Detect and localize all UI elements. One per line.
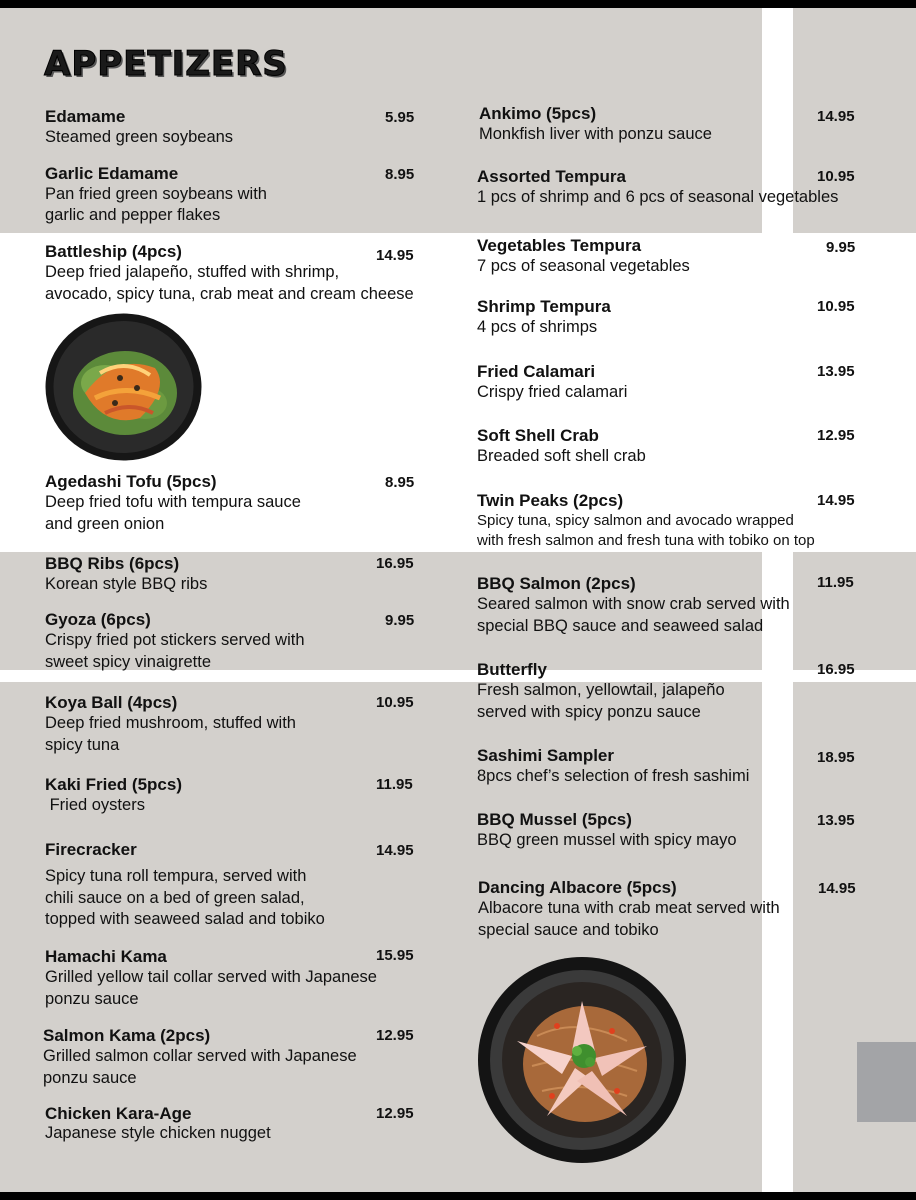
item-desc: avocado, spicy tuna, crab meat and cream cheese — [45, 284, 414, 303]
menu-item-salmon-kama — [43, 1025, 357, 1089]
menu-item-edamame — [45, 106, 233, 149]
top-border — [0, 0, 916, 8]
item-name: Battleship (4pcs) — [45, 242, 182, 261]
item-desc: special BBQ sauce and seaweed salad — [477, 616, 764, 635]
item-desc: Deep fried mushroom, stuffed with — [45, 714, 296, 732]
item-name: BBQ Mussel (5pcs) — [477, 810, 632, 829]
item-desc: Seared salmon with snow crab served with — [477, 595, 790, 613]
item-price: 14.95 — [376, 842, 414, 859]
item-desc: Deep fried jalapeño, stuffed with shrimp, — [45, 263, 340, 281]
item-price: 10.95 — [817, 298, 855, 315]
item-desc: 4 pcs of shrimps — [477, 318, 598, 336]
item-price: 12.95 — [376, 1105, 414, 1122]
item-name: Shrimp Tempura — [477, 297, 611, 316]
bottom-border — [0, 1192, 916, 1200]
menu-item-kaki-fried — [45, 774, 182, 817]
item-name: Kaki Fried (5pcs) — [45, 775, 182, 794]
menu-item-chicken-kara-age — [45, 1103, 271, 1143]
item-name: Hamachi Kama — [45, 947, 167, 966]
item-name: Gyoza (6pcs) — [45, 610, 151, 629]
item-price: 8.95 — [385, 474, 415, 491]
item-desc: ponzu sauce — [45, 989, 139, 1008]
item-name: Soft Shell Crab — [477, 426, 599, 445]
menu-item-hamachi-kama — [45, 946, 377, 1010]
item-name: Chicken Kara-Age — [45, 1104, 192, 1123]
item-desc: BBQ green mussel with spicy mayo — [477, 831, 737, 849]
item-desc: sweet spicy vinaigrette — [45, 652, 211, 671]
item-desc: 1 pcs of shrimp and 6 pcs of seasonal vegetables — [477, 188, 839, 206]
item-desc: ponzu sauce — [43, 1068, 137, 1087]
item-desc: Fried oysters — [45, 796, 145, 814]
item-price: 13.95 — [817, 812, 855, 829]
menu-item-bbq-salmon — [477, 573, 790, 637]
item-desc: served with spicy ponzu sauce — [477, 702, 701, 721]
item-price: 14.95 — [817, 492, 855, 509]
item-name: Dancing Albacore (5pcs) — [478, 878, 677, 897]
menu-item-garlic-edamame — [45, 163, 267, 224]
item-desc: topped with seaweed salad and tobiko — [45, 910, 325, 928]
item-desc: 7 pcs of seasonal vegetables — [477, 257, 690, 275]
menu-item-fried-calamari — [477, 361, 627, 404]
item-name: Ankimo (5pcs) — [479, 104, 597, 123]
item-name: Edamame — [45, 107, 126, 126]
item-price: 12.95 — [376, 1027, 414, 1044]
item-name: Assorted Tempura — [477, 167, 626, 186]
item-name: Butterfly — [477, 660, 547, 679]
item-desc: chili sauce on a bed of green salad, — [45, 888, 305, 907]
item-price: 5.95 — [385, 109, 415, 126]
menu-item-battleship — [45, 241, 414, 305]
gray-panel-mid-right — [793, 552, 916, 670]
dancing-albacore-photo — [477, 956, 687, 1164]
item-desc: Spicy tuna, spicy salmon and avocado wrapped — [477, 512, 794, 529]
item-desc: Spicy tuna roll tempura, served with — [45, 867, 307, 885]
item-price: 14.95 — [817, 108, 855, 125]
item-name: BBQ Salmon (2pcs) — [477, 574, 636, 593]
item-name: Twin Peaks (2pcs) — [477, 491, 624, 510]
battleship-photo — [45, 313, 202, 461]
item-price: 10.95 — [817, 168, 855, 185]
item-price: 14.95 — [376, 247, 414, 264]
item-price: 18.95 — [817, 749, 855, 766]
menu-item-assorted-tempura — [477, 166, 838, 209]
item-desc: Grilled yellow tail collar served with Japanese — [45, 968, 377, 986]
item-desc: Crispy fried calamari — [477, 383, 628, 401]
menu-item-agedashi-tofu — [45, 471, 301, 535]
menu-item-firecracker — [45, 839, 325, 931]
item-desc: Monkfish liver with ponzu sauce — [479, 125, 712, 143]
item-price: 16.95 — [376, 555, 414, 572]
gray-accent-block — [857, 1042, 916, 1122]
item-name: Salmon Kama (2pcs) — [43, 1026, 211, 1045]
page-title: APPETIZERS — [44, 44, 288, 84]
menu-item-koya-ball — [45, 692, 296, 756]
menu-item-shrimp-tempura — [477, 296, 611, 339]
item-price: 13.95 — [817, 363, 855, 380]
item-name: Fried Calamari — [477, 362, 596, 381]
item-desc: Albacore tuna with crab meat served with — [478, 899, 780, 917]
menu-item-dancing-albacore — [478, 877, 780, 941]
item-name: Firecracker — [45, 840, 137, 859]
item-desc: with fresh salmon and fresh tuna with tobiko on top — [477, 532, 815, 549]
item-name: Vegetables Tempura — [477, 236, 642, 255]
battleship-dish-icon — [45, 313, 202, 461]
item-desc: Pan fried green soybeans with — [45, 185, 267, 203]
item-desc: spicy tuna — [45, 735, 120, 754]
item-desc: 8pcs chef’s selection of fresh sashimi — [477, 767, 750, 785]
menu-item-bbq-ribs — [45, 553, 207, 596]
item-price: 8.95 — [385, 166, 415, 183]
item-desc: garlic and pepper flakes — [45, 205, 221, 224]
menu-item-twin-peaks — [477, 490, 815, 551]
item-desc: and green onion — [45, 514, 165, 533]
item-price: 9.95 — [385, 612, 415, 629]
menu-item-butterfly — [477, 659, 725, 723]
item-name: Sashimi Sampler — [477, 746, 615, 765]
item-desc: Steamed green soybeans — [45, 128, 234, 146]
item-desc: Japanese style chicken nugget — [45, 1124, 271, 1142]
menu-item-sashimi-sampler — [477, 745, 749, 788]
item-name: Agedashi Tofu (5pcs) — [45, 472, 217, 491]
item-price: 15.95 — [376, 947, 414, 964]
menu-item-vegetables-tempura — [477, 235, 690, 278]
item-desc: Korean style BBQ ribs — [45, 575, 208, 593]
item-price: 9.95 — [826, 239, 856, 256]
item-price: 12.95 — [817, 427, 855, 444]
item-price: 16.95 — [817, 661, 855, 678]
item-price: 14.95 — [818, 880, 856, 897]
item-name: BBQ Ribs (6pcs) — [45, 554, 180, 573]
item-price: 11.95 — [817, 574, 854, 591]
item-desc: Deep fried tofu with tempura sauce — [45, 493, 301, 511]
item-name: Garlic Edamame — [45, 164, 179, 183]
dancing-albacore-dish-icon — [477, 956, 687, 1164]
item-desc: Fresh salmon, yellowtail, jalapeño — [477, 681, 725, 699]
menu-item-ankimo — [479, 103, 712, 146]
item-desc: Breaded soft shell crab — [477, 447, 646, 465]
item-price: 10.95 — [376, 694, 414, 711]
item-name: Koya Ball (4pcs) — [45, 693, 178, 712]
menu-item-bbq-mussel — [477, 809, 737, 852]
item-desc: Grilled salmon collar served with Japanese — [43, 1047, 357, 1065]
item-desc: Crispy fried pot stickers served with — [45, 631, 305, 649]
menu-item-soft-shell-crab — [477, 425, 646, 468]
item-desc: special sauce and tobiko — [478, 920, 659, 939]
item-price: 11.95 — [376, 776, 413, 793]
menu-item-gyoza — [45, 609, 305, 673]
